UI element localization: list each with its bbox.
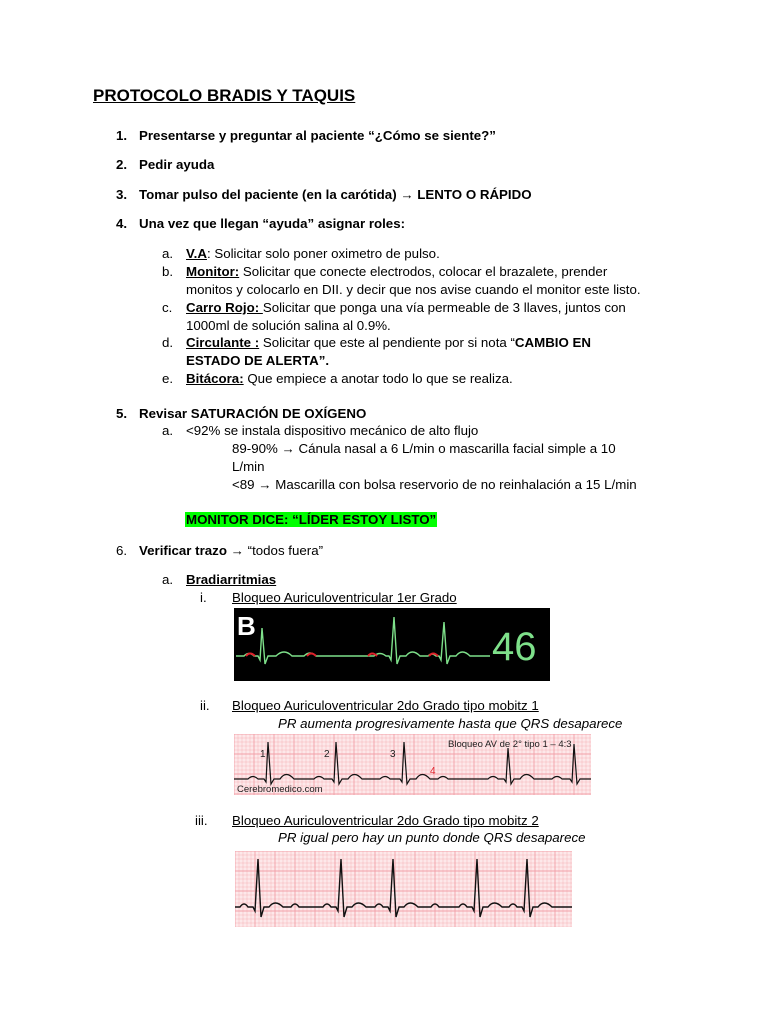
step-6-number: 6. [116, 543, 128, 558]
sat-sub-1b: L/min [232, 459, 265, 474]
sat-line: <92% se instala dispositivo mecánico de alto flujo [186, 423, 479, 438]
step-6-bold: Verificar trazo [139, 543, 227, 558]
sat-sub-1: 89-90% → Cánula nasal a 6 L/min o mascarilla facial simple a 10 [232, 441, 616, 456]
role-bitacora-label: Bitácora: [186, 371, 244, 386]
document-title: PROTOCOLO BRADIS Y TAQUIS [93, 86, 356, 105]
role-circulante-label: Circulante : [186, 335, 260, 350]
role-va-label: V.A [186, 246, 207, 261]
role-c-letter: c. [162, 300, 173, 315]
step-5-bold: SATURACIÓN DE OXÍGENO [190, 406, 367, 421]
ecg2-beat-4: 4 [430, 766, 436, 777]
brady-label: Bradiarritmias [186, 572, 277, 587]
role-b-letter: b. [162, 264, 174, 279]
ecg-mobitz-2-image [235, 851, 572, 927]
ecg1-heart-rate: 46 [492, 625, 537, 669]
role-circulante-bold: CAMBIO EN [514, 335, 592, 350]
role-carro-rojo [186, 299, 626, 317]
block-iii-desc: PR igual pero hay un punto donde QRS desaparece [278, 830, 586, 845]
step-6-rest: → “todos fuera” [226, 543, 324, 558]
role-va [186, 245, 440, 263]
block-iii-title: Bloqueo Auriculoventricular 2do Grado tipo mobitz 2 [232, 813, 539, 828]
sat-letter: a. [162, 423, 174, 438]
step-3-number: 3. [116, 187, 128, 202]
step-5-plain: Revisar [139, 406, 191, 421]
monitor-dice-highlight [185, 511, 437, 529]
role-monitor-label: Monitor: [186, 264, 240, 279]
sat-sub-2: <89 → Mascarilla con bolsa reservorio de no reinhalación a 15 L/min [232, 477, 637, 492]
step-3-text: Tomar pulso del paciente (en la carótida) → LENTO O RÁPIDO [139, 187, 532, 202]
block-i-title: Bloqueo Auriculoventricular 1er Grado [232, 590, 457, 605]
step-4-text: Una vez que llegan “ayuda” asignar roles: [139, 216, 406, 231]
step-6-text [139, 542, 323, 560]
ecg2-beat-3: 3 [390, 749, 396, 760]
ecg2-beat-2: 2 [324, 749, 330, 760]
role-bitacora-text: Que empiece a anotar todo lo que se realiza. [243, 371, 513, 386]
block-iii-roman: iii. [195, 813, 208, 828]
ecg-first-degree-image [234, 608, 550, 681]
role-bitacora [186, 370, 513, 388]
ecg-mobitz-1-image [234, 734, 591, 795]
role-monitor [186, 263, 607, 281]
role-circulante-cont: ESTADO DE ALERTA”. [186, 353, 330, 368]
monitor-dice-text: MONITOR DICE: “LÍDER ESTOY LISTO” [186, 512, 437, 527]
block-ii-roman: ii. [200, 698, 210, 713]
block-ii-title: Bloqueo Auriculoventricular 2do Grado tipo mobitz 1 [232, 698, 539, 713]
step-4-number: 4. [116, 216, 128, 231]
step-1-text: Presentarse y preguntar al paciente “¿Cómo se siente?” [139, 128, 496, 143]
block-ii-desc: PR aumenta progresivamente hasta que QRS desaparece [278, 716, 623, 731]
role-monitor-cont: monitos y colocarlo en DII. y decir que nos avise cuando el monitor este listo. [186, 282, 641, 297]
step-2-text: Pedir ayuda [139, 157, 215, 172]
step-5-text [139, 405, 366, 423]
ecg1-letter: B [237, 611, 256, 641]
role-circulante-text: Solicitar que este al pendiente por si nota “ [259, 335, 515, 350]
role-e-letter: e. [162, 371, 174, 386]
ecg2-caption: Bloqueo AV de 2° tipo 1 – 4:3 [448, 739, 572, 750]
step-1-number: 1. [116, 128, 128, 143]
brady-letter: a. [162, 572, 174, 587]
block-i-roman: i. [200, 590, 207, 605]
role-va-text: : Solicitar solo poner oximetro de pulso. [206, 246, 440, 261]
role-a-letter: a. [162, 246, 174, 261]
step-5-number: 5. [116, 406, 128, 421]
role-carro-rojo-text: Solicitar que ponga una vía permeable de 3 llaves, juntos con [262, 300, 626, 315]
step-2-number: 2. [116, 157, 128, 172]
ecg2-beat-1: 1 [260, 749, 266, 760]
role-monitor-text: Solicitar que conecte electrodos, colocar el brazalete, prender [239, 264, 608, 279]
role-carro-rojo-label: Carro Rojo: [186, 300, 263, 315]
ecg2-site: Cerebromedico.com [237, 784, 323, 795]
role-circulante [186, 334, 591, 352]
role-carro-rojo-cont: 1000ml de solución salina al 0.9%. [186, 318, 391, 333]
role-d-letter: d. [162, 335, 174, 350]
